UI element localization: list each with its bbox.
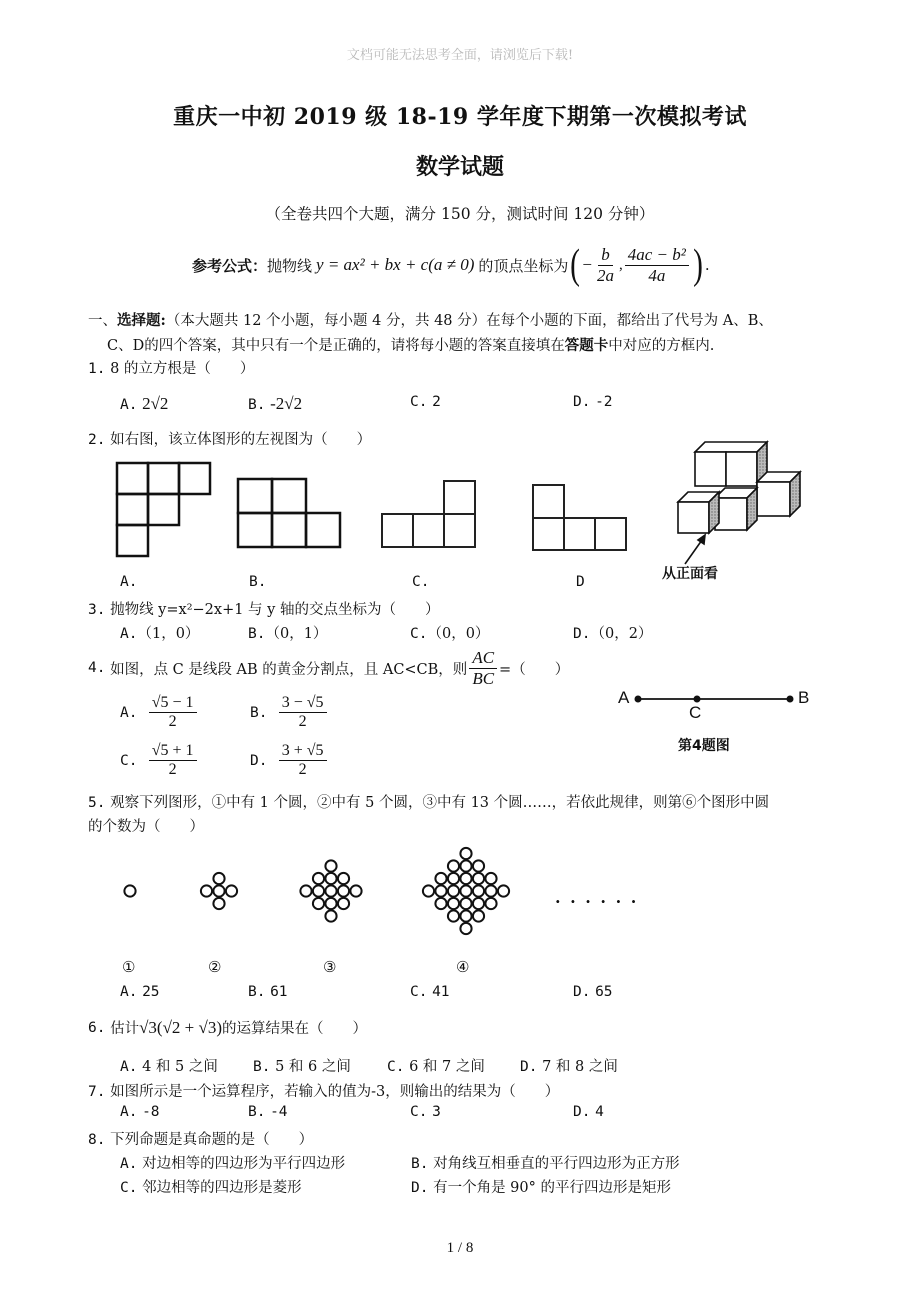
exam-title: 重庆一中初 2019 级 18-19 学年度下期第一次模拟考试 <box>173 104 747 130</box>
pattern-circle <box>448 873 459 884</box>
pattern-circle <box>485 873 496 884</box>
pattern-circle <box>460 910 471 921</box>
q7-option-d[interactable] <box>573 1104 604 1120</box>
pattern-circle <box>485 898 496 909</box>
vertex-x-numerator: b <box>598 245 613 266</box>
pattern-circle <box>448 898 459 909</box>
question-number: 3. <box>88 602 106 618</box>
pattern-circle <box>313 873 324 884</box>
option-value: 25 <box>142 984 160 1000</box>
pattern-circle <box>473 860 484 871</box>
circle-pattern-2 <box>201 873 237 909</box>
option-value: -4 <box>270 1104 288 1120</box>
option-label: A. <box>120 984 138 1000</box>
section-prefix: 一、 <box>88 313 117 329</box>
pattern-circle <box>485 885 496 896</box>
label-a: A <box>618 688 630 707</box>
option-label: B. <box>250 704 268 721</box>
pattern-circle <box>460 885 471 896</box>
question-text: 下列命题是真命题的是（ ） <box>110 1132 314 1148</box>
right-paren: ) <box>692 242 703 288</box>
option-label: D. <box>573 984 591 1000</box>
pattern-circle <box>313 898 324 909</box>
option-label: C. <box>120 752 138 769</box>
option-label: A. <box>120 626 138 642</box>
pattern-circle <box>435 898 446 909</box>
option-label: D. <box>573 626 591 642</box>
option-value: 对角线互相垂直的平行四边形为正方形 <box>433 1156 680 1172</box>
q2-option-d[interactable]: D <box>576 574 585 590</box>
option-label: B. <box>248 1104 266 1120</box>
pattern-circle <box>213 898 224 909</box>
pattern-circle <box>460 873 471 884</box>
option-value: （1，0） <box>137 626 200 642</box>
question-text: 如右图，该立体图形的左视图为（ ） <box>110 432 372 448</box>
q7-option-a[interactable] <box>120 1104 160 1120</box>
pattern-circle <box>473 873 484 884</box>
question-5-line2: 的个数为（ ） <box>88 819 204 835</box>
label-b: B <box>798 688 810 707</box>
option-label: C. <box>387 1059 405 1075</box>
pattern-label-2: ② <box>208 958 222 976</box>
option-label: A. <box>120 1104 138 1120</box>
q2-option-c[interactable]: C. <box>412 574 430 590</box>
q4-figure-caption: 第4题图 <box>678 738 730 754</box>
q2-figure-caption: 从正面看 <box>662 566 718 582</box>
option-value: 65 <box>595 984 613 1000</box>
pattern-ellipsis: · · · · · · <box>555 892 639 911</box>
pattern-circle <box>201 885 212 896</box>
circle-pattern-3 <box>300 860 361 921</box>
formula-lead: 抛物线 <box>267 256 313 275</box>
formula-equation: y = ax² + bx + c(a ≠ 0) <box>316 255 475 274</box>
section-desc-part2: 中对应的方框内. <box>608 338 715 354</box>
option-label: B. <box>248 626 266 642</box>
option-value: -8 <box>142 1104 160 1120</box>
section-desc-part1: C、D的四个答案，其中只有一个是正确的，请将每小题的答案直接填在 <box>107 338 565 354</box>
q5-option-c[interactable] <box>410 984 450 1000</box>
pattern-circle <box>325 873 336 884</box>
question-text-post: 的运算结果在（ ） <box>221 1021 367 1037</box>
question-text-end: =（ ） <box>499 661 570 678</box>
option-numerator: 3 + √5 <box>279 742 327 761</box>
option-label: D. <box>573 1104 591 1120</box>
pattern-circle <box>498 885 509 896</box>
option-value: 4 和 5 之间 <box>142 1059 218 1075</box>
question-number: 8. <box>88 1132 106 1148</box>
pattern-circle <box>313 885 324 896</box>
pattern-circle <box>325 885 336 896</box>
q8-option-d[interactable] <box>411 1176 671 1197</box>
q5-option-d[interactable] <box>573 984 613 1000</box>
option-label: B. <box>253 1059 271 1075</box>
option-label: A. <box>120 704 138 721</box>
option-denominator: 2 <box>298 713 307 731</box>
option-label: D. <box>520 1059 538 1075</box>
question-7 <box>88 1080 559 1101</box>
pattern-circle <box>325 910 336 921</box>
exam-info: （全卷共四个大题，满分 150 分，测试时间 120 分钟） <box>265 205 655 223</box>
option-value: 有一个角是 90° 的平行四边形是矩形 <box>433 1180 671 1196</box>
q7-option-b[interactable] <box>248 1104 288 1120</box>
option-label: C. <box>120 1180 138 1196</box>
option-value: （0，2） <box>590 626 653 642</box>
option-value: 3 <box>432 1104 441 1120</box>
option-value: 邻边相等的四边形是菱形 <box>142 1180 302 1196</box>
pattern-circle <box>226 885 237 896</box>
q8-option-c[interactable] <box>120 1176 302 1197</box>
question-number: 2. <box>88 432 106 448</box>
q5-option-a[interactable] <box>120 984 160 1000</box>
left-paren: ( <box>570 242 581 288</box>
question-number: 1. <box>88 361 106 377</box>
formula-mid: 的顶点坐标为 <box>478 256 569 275</box>
label-c: C <box>689 703 702 722</box>
pattern-circle <box>460 860 471 871</box>
option-label: C. <box>410 626 428 642</box>
q8-option-a[interactable] <box>120 1152 345 1173</box>
vertex-x-denominator: 2a <box>597 265 614 285</box>
option-value: 4 <box>595 1104 604 1120</box>
option-label: B. <box>248 397 266 413</box>
option-denominator: 2 <box>168 713 177 731</box>
pattern-circle <box>338 873 349 884</box>
q6-expression: √3(√2 + √3) <box>139 1017 222 1037</box>
section-title: 选择题: <box>117 312 166 329</box>
pattern-circle <box>460 898 471 909</box>
answer-card-emphasis: 答题卡 <box>564 337 609 354</box>
option-value: 2 <box>432 394 441 410</box>
option-label: D. <box>411 1180 429 1196</box>
q6-option-b[interactable] <box>253 1055 351 1076</box>
option-denominator: 2 <box>298 761 307 779</box>
option-label: A. <box>120 1059 138 1075</box>
pattern-circle <box>350 885 361 896</box>
formula-label: 参考公式： <box>192 256 268 275</box>
option-denominator: 2 <box>168 761 177 779</box>
option-value: 6 和 7 之间 <box>409 1059 485 1075</box>
option-value: -2 <box>595 394 613 410</box>
q6-option-c[interactable] <box>387 1055 485 1076</box>
pattern-circle <box>473 885 484 896</box>
reference-formula: 参考公式： 抛物线 y = ax² + bx + c(a ≠ 0) 的顶点坐标为 ( − $\frac{b}{2a}$ , $\frac{\text{4ac − b²}}{4a}$ ) . <box>192 242 710 288</box>
formula-end: . <box>704 256 710 274</box>
pattern-circle <box>325 898 336 909</box>
option-label: B. <box>411 1156 429 1172</box>
pattern-label-4: ④ <box>456 958 470 976</box>
pattern-circle <box>448 860 459 871</box>
question-text: 如图所示是一个运算程序，若输入的值为-3，则输出的结果为（ ） <box>110 1084 560 1100</box>
page-number: 1 / 8 <box>446 1240 474 1256</box>
pattern-label-3: ③ <box>323 958 337 976</box>
watermark-notice: 文档可能无法思考全面，请浏览后下载! <box>346 48 574 63</box>
q2-option-a[interactable]: A. <box>120 574 138 590</box>
question-number: 5. <box>88 795 106 811</box>
option-label: D. <box>573 394 591 410</box>
question-number: 4. <box>88 660 106 677</box>
option-label: C. <box>410 394 428 410</box>
pattern-label-1: ① <box>122 958 136 976</box>
option-label: C. <box>410 1104 428 1120</box>
option-value: 61 <box>270 984 288 1000</box>
option-value: （0，0） <box>427 626 490 642</box>
pattern-circle <box>213 885 224 896</box>
question-text: 抛物线 y=x²−2x+1 与 y 轴的交点坐标为（ ） <box>110 602 440 618</box>
question-number: 6. <box>88 1019 106 1036</box>
question-text-pre: 估计 <box>110 1021 140 1037</box>
pattern-circle <box>338 885 349 896</box>
option-numerator: √5 − 1 <box>149 694 197 713</box>
ratio-numerator: AC <box>469 648 497 669</box>
pattern-circle <box>300 885 311 896</box>
q2-option-b[interactable]: B. <box>249 574 267 590</box>
pattern-circle <box>325 860 336 871</box>
pattern-circle <box>448 910 459 921</box>
vertex-y-denominator: 4a <box>648 265 666 285</box>
question-number: 7. <box>88 1084 106 1100</box>
pattern-circle <box>124 885 135 896</box>
option-value: 41 <box>432 984 450 1000</box>
pattern-circle <box>423 885 434 896</box>
q5-option-b[interactable] <box>248 984 288 1000</box>
question-text: 观察下列图形，①中有 1 个圆，②中有 5 个圆，③中有 13 个圆……，若依此规律，则第⑥个图形中圆 <box>110 795 770 811</box>
option-value: （0，1） <box>265 626 328 642</box>
option-label: B. <box>248 984 266 1000</box>
q7-option-c[interactable] <box>410 1104 441 1120</box>
option-label: A. <box>120 1156 138 1172</box>
exam-subtitle: 数学试题 <box>415 154 504 180</box>
pattern-circle <box>448 885 459 896</box>
pattern-circle <box>213 873 224 884</box>
option-value: 2√2 <box>142 394 169 413</box>
option-value: 对边相等的四边形为平行四边形 <box>142 1156 346 1172</box>
option-value: 7 和 8 之间 <box>542 1059 618 1075</box>
question-text: 8 的立方根是（ ） <box>110 361 255 377</box>
pattern-circle <box>460 848 471 859</box>
section-desc-line1: （本大题共 12 个小题，每小题 4 分，共 48 分）在每个小题的下面，都给出了代号为 A、B、 <box>165 313 773 329</box>
ratio-denominator: BC <box>472 668 495 688</box>
option-value: -2√2 <box>270 394 303 413</box>
circle-pattern-4 <box>423 848 509 934</box>
pattern-circle <box>338 898 349 909</box>
question-6 <box>88 1017 367 1038</box>
option-numerator: 3 − √5 <box>279 694 327 713</box>
q8-option-b[interactable] <box>411 1152 680 1173</box>
option-label: D. <box>250 752 268 769</box>
option-label: A. <box>120 397 138 413</box>
vertex-y-numerator: 4ac − b² <box>625 245 689 266</box>
q6-option-d[interactable] <box>520 1055 618 1076</box>
option-numerator: √5 + 1 <box>149 742 197 761</box>
q6-option-a[interactable] <box>120 1055 218 1076</box>
question-8 <box>88 1128 313 1149</box>
pattern-circle <box>435 885 446 896</box>
question-text: 如图，点 C 是线段 AB 的黄金分割点，且 AC<CB，则 <box>110 661 468 678</box>
option-label: C. <box>410 984 428 1000</box>
pattern-circle <box>435 873 446 884</box>
pattern-circle <box>460 923 471 934</box>
pattern-circle <box>473 910 484 921</box>
option-value: 5 和 6 之间 <box>275 1059 351 1075</box>
pattern-circle <box>473 898 484 909</box>
circle-pattern-1 <box>124 885 135 896</box>
